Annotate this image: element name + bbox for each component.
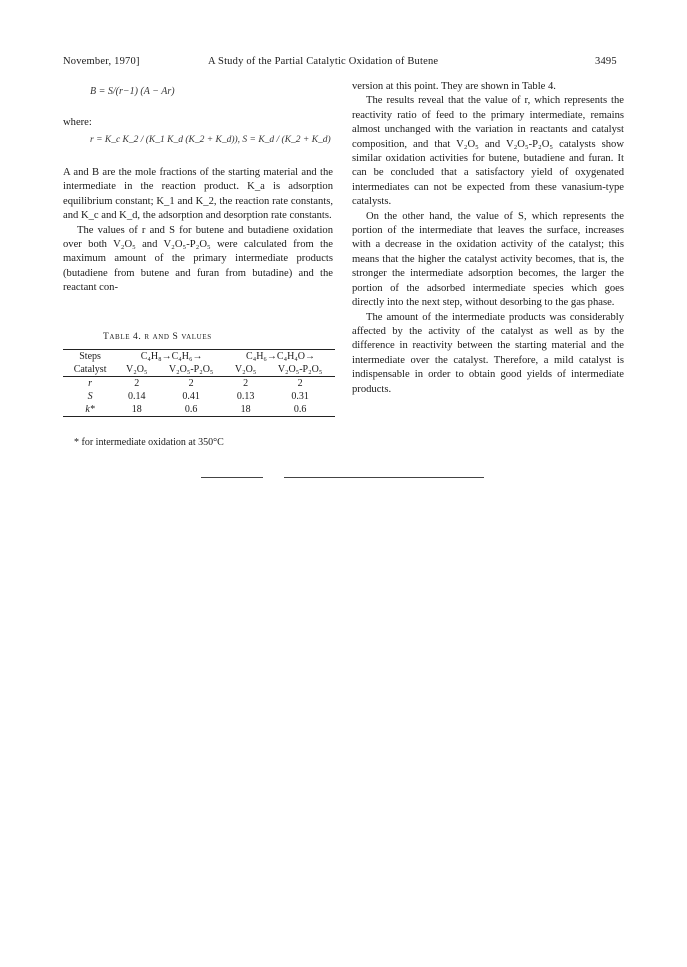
left-paragraph-2: The values of r and S for butene and butadiene oxidation over both V₂O₅ and V₂O₅-P₂O₅ were calculated from the maximum amount of the primary intermediate products (butadiene from butene and furan from butadine) and the reactant con-	[63, 224, 333, 294]
equation-r-s-text: r = K_c K_2 / (K_1 K_d (K_2 + K_d)), S = K_d / (K_2 + K_d)	[90, 135, 331, 145]
table-head: V₂O₅	[234, 364, 257, 375]
right-paragraph-1: version at this point. They are shown in Table 4.	[352, 81, 556, 92]
right-paragraph-4: The amount of the intermediate products was considerably affected by the activity of the catalyst as well as by the difference in reactivity between the starting material and the intermediate over the catalyst. Therefore, a mild catalyst is indispensable in order to obtain good yields of intermediate products.	[352, 311, 624, 395]
table-group-steps: Steps	[79, 351, 101, 362]
table-cell: 2	[134, 378, 140, 389]
table-group-butene: C₄H₈→C₄H₆→	[140, 351, 203, 362]
table-cell: 2	[297, 378, 303, 389]
table-cell: 0.41	[182, 391, 200, 402]
equation-b: B = S/(r−1) (A − Ar)	[90, 86, 175, 97]
table-row	[63, 403, 335, 417]
table-caption: Table 4. r and S values	[103, 332, 212, 342]
table-head: V₂O₅-P₂O₅	[277, 364, 323, 375]
end-rule-long	[284, 477, 484, 478]
table-cell: 18	[131, 404, 142, 415]
results-table	[63, 349, 335, 417]
table-cell: 0.13	[236, 391, 255, 402]
where-label: where:	[63, 117, 92, 128]
table-cell: S	[87, 391, 93, 402]
header-page-number: 3495	[595, 56, 617, 67]
table-head: V₂O₅-P₂O₅	[168, 364, 214, 375]
table-cell: 2	[188, 378, 194, 389]
table-cell: 18	[240, 404, 251, 415]
header-date: November, 1970]	[63, 56, 140, 67]
right-paragraph-3: On the other hand, the value of S, which represents the portion of the intermediate that leaves the surface, increases with a decrease in the oxidation activity of the catalyst; this means that the higher the catalyst activity becomes, that is, the stronger the intermediate adsorption becomes, the larger the portion of the adsorbed intermediate species which goes directly into the next step, without desorbing to the gas phase.	[352, 210, 624, 309]
table-footnote: * for intermediate oxidation at 350°C	[74, 437, 224, 448]
table-cell: 0.6	[293, 404, 307, 415]
right-paragraph-2: The results reveal that the value of r, which represents the reactivity ratio of feed to the primary intermediate, remains almost unchanged with the variation in reactants and catalyst composition, and that V₂O₅ and V₂O₅-P₂O₅ catalysts show similar oxidation activities for butene, butadiene and furan. It can be concluded that a satisfactory yield of oxygenated intermediates can not be expected from these vanasium-type catalysts.	[352, 95, 624, 208]
table-group-butadiene: C₄H₆→C₄H₄O→	[246, 351, 315, 362]
table-cell: 2	[243, 378, 249, 389]
left-column	[63, 166, 333, 296]
table-head: V₂O₅	[126, 364, 148, 375]
table-cell: r	[88, 378, 93, 389]
table-head-catalyst: Catalyst	[73, 364, 107, 375]
equation-r-s	[90, 134, 340, 145]
table-row	[63, 377, 335, 391]
left-paragraph-1: A and B are the mole fractions of the starting material and the intermediate in the reaction product. K_a is adsorption equilibrium constant; K_1 and K_2, the reaction rate constants, and K_c and K_d, the adsorption and desorption rate constants.	[63, 167, 333, 222]
table-cell: 0.14	[127, 391, 146, 402]
table-cell: k*	[85, 404, 95, 415]
table-cell: 0.6	[184, 404, 198, 415]
right-column	[352, 80, 624, 397]
table-row	[63, 390, 335, 403]
table-cell: 0.31	[291, 391, 309, 402]
end-rule-short	[201, 477, 263, 478]
header-title: A Study of the Partial Catalytic Oxidation of Butene	[208, 56, 439, 67]
